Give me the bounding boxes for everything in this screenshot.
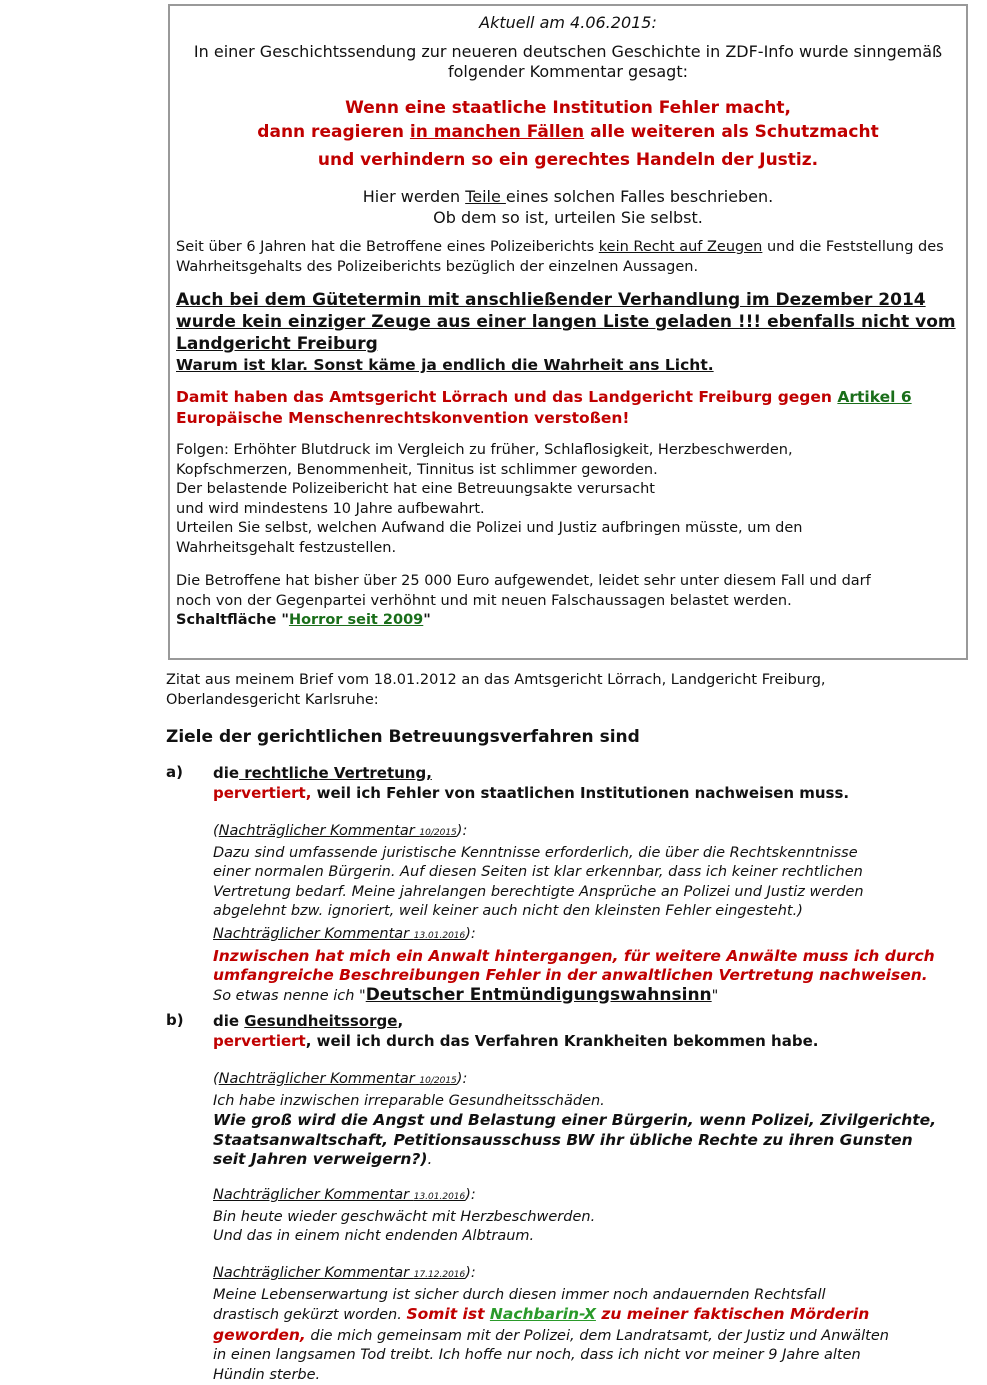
quote-line-2: dann reagieren in manchen Fällen alle weiteren als Schutzmacht (257, 122, 879, 142)
item-b-comment-2: Nachträglicher Kommentar 13.01.2016): Bin heute wieder geschwächt mit Herzbeschwerden. Und das in einem nicht endenden Albtraum. (213, 1187, 596, 1244)
item-a-comment-1: (Nachträglicher Kommentar 10/2015): Dazu sind umfassende juristische Kenntnisse erforderlich, die über die Rechtskenntnisse einer normalen Bürgerin. Auf diesen Seiten ist klar erkennbar, dass ich keiner rechtlichen Vertretung bedarf. Meine jahrelangen berechtigte Ansprüche an Polizei und Justiz werden abgelehnt bzw. ignoriert, weil keiner auch nicht den kleinsten Fehler eingesteht.) (213, 823, 864, 919)
item-b-comment-3: Nachträglicher Kommentar 17.12.2016): Meine Lebenserwartung ist sicher durch diesen immer noch andauernden Rechtsfall drastisch gekürzt worden. Somit ist Nachbarin-X zu meiner faktischen Mörderin geworden, die mich gemeinsam mit der Polizei, dem Landratsamt, der Justiz und Anwälten in einen langsamen Tod treibt. Ich hoffe nur noch, dass ich nicht vor meiner 9 Jahre alten Hündin sterbe. (213, 1265, 889, 1383)
folgen-para: Folgen: Erhöhter Blutdruck im Vergleich zu früher, Schlaflosigkeit, Herzbeschwerden, Kopfschmerzen, Benommenheit, Tinnitus ist schlimmer geworden. Der belastende Polizeibericht hat eine Betreuungsakte verursacht und wird mindestens 10 Jahre aufbewahrt. Urteilen Sie selbst, welchen Aufwand die Polizei und Justiz aufbringen müsste, um den Wahrheitsgehalt festzustellen. (176, 442, 803, 556)
item-b-comment-1: (Nachträglicher Kommentar 10/2015): Ich habe inzwischen irreparable Gesundheitsschäden. Wie groß wird die Angst und Belastung einer Bürgerin, wenn Polizei, Zivilgerichte, Staatsanwaltschaft, Petitionsausschuss BW ihr übliche Rechte zu ihren Gunsten seit Jahren verweigern?). (213, 1071, 937, 1168)
teile-link[interactable]: Teile (465, 187, 506, 206)
item-b-letter: b) (166, 1011, 184, 1029)
notice-date: Aktuell am 4.06.2015: (479, 13, 657, 32)
euro-para: Die Betroffene hat bisher über 25 000 Euro aufgewendet, leidet sehr unter diesem Fall und darf noch von der Gegenpartei verhöhnt und mit neuen Falschaussagen belastet werden. Schaltfläche "Horror seit 2009" (176, 572, 960, 631)
notice-box (168, 4, 968, 660)
item-a: die rechtliche Vertretung, pervertiert, weil ich Fehler von staatlichen Institutionen nachweisen muss. (213, 764, 850, 802)
ziele-heading: Ziele der gerichtlichen Betreuungsverfahren sind (166, 727, 640, 747)
entmuendigungswahnsinn-link[interactable]: Deutscher Entmündigungswahnsinn (365, 984, 712, 1005)
in-manchen-faellen: in manchen Fällen (409, 122, 585, 142)
notice-quote (176, 96, 960, 172)
nachbarin-x-link[interactable]: Nachbarin-X (489, 1305, 596, 1323)
zitat-para: Zitat aus meinem Brief vom 18.01.2012 an das Amtsgericht Lörrach, Landgericht Freiburg, Oberlandesgericht Karlsruhe: (166, 672, 826, 708)
item-a-pervertiert: pervertiert, (213, 784, 312, 802)
notice-intro: In einer Geschichtssendung zur neueren deutschen Geschichte in ZDF-Info wurde sinngemäß folgender Kommentar gesagt: (193, 42, 943, 81)
rechtliche-vertretung: rechtliche Vertretung, (239, 764, 432, 782)
horror-seit-2009-link[interactable]: Horror seit 2009 (288, 612, 424, 628)
para-zeugen: Seit über 6 Jahren hat die Betroffene eines Polizeiberichts kein Recht auf Zeugen und die Feststellung des Wahrheitsgehalts des Polizeiberichts bezüglich der einzelnen Aussagen. (176, 239, 944, 275)
quote-line-1: Wenn eine staatliche Institution Fehler macht, (345, 98, 791, 118)
warum-klar: Warum ist klar. Sonst käme ja endlich die Wahrheit ans Licht. (176, 356, 714, 374)
artikel6-para: Damit haben das Amtsgericht Lörrach und das Landgericht Freiburg gegen Artikel 6 Europäische Menschenrechtskonvention verstoßen! (176, 388, 912, 427)
item-b-pervertiert: pervertiert (213, 1032, 306, 1050)
guetetermin-heading: Auch bei dem Gütetermin mit anschließender Verhandlung im Dezember 2014 wurde kein einziger Zeuge aus einer langen Liste geladen !!! ebenfalls nicht vom Landgericht Freiburg (176, 290, 956, 354)
notice-teile: Hier werden Teile eines solchen Falles beschrieben. Ob dem so ist, urteilen Sie selbst. (362, 187, 774, 227)
kein-recht-auf-zeugen: kein Recht auf Zeugen (598, 239, 763, 255)
item-a-comment-2: Nachträglicher Kommentar 13.01.2016): Inzwischen hat mich ein Anwalt hintergangen, für weitere Anwälte muss ich durch umfangreiche Beschreibungen Fehler in der anwaltlichen Vertretung nachweisen. So etwas nenne ich "Deutscher Entmündigungswahnsinn" (213, 926, 935, 1005)
gesundheitssorge: Gesundheitssorge (244, 1012, 398, 1030)
quote-line-3: und verhindern so ein gerechtes Handeln der Justiz. (317, 150, 819, 170)
artikel-6-link[interactable]: Artikel 6 (837, 388, 912, 406)
item-a-letter: a) (166, 763, 183, 781)
item-b: die Gesundheitssorge, pervertiert, weil ich durch das Verfahren Krankheiten bekommen habe. (213, 1012, 819, 1050)
horror-button-line: Schaltfläche "Horror seit 2009" (176, 612, 431, 628)
